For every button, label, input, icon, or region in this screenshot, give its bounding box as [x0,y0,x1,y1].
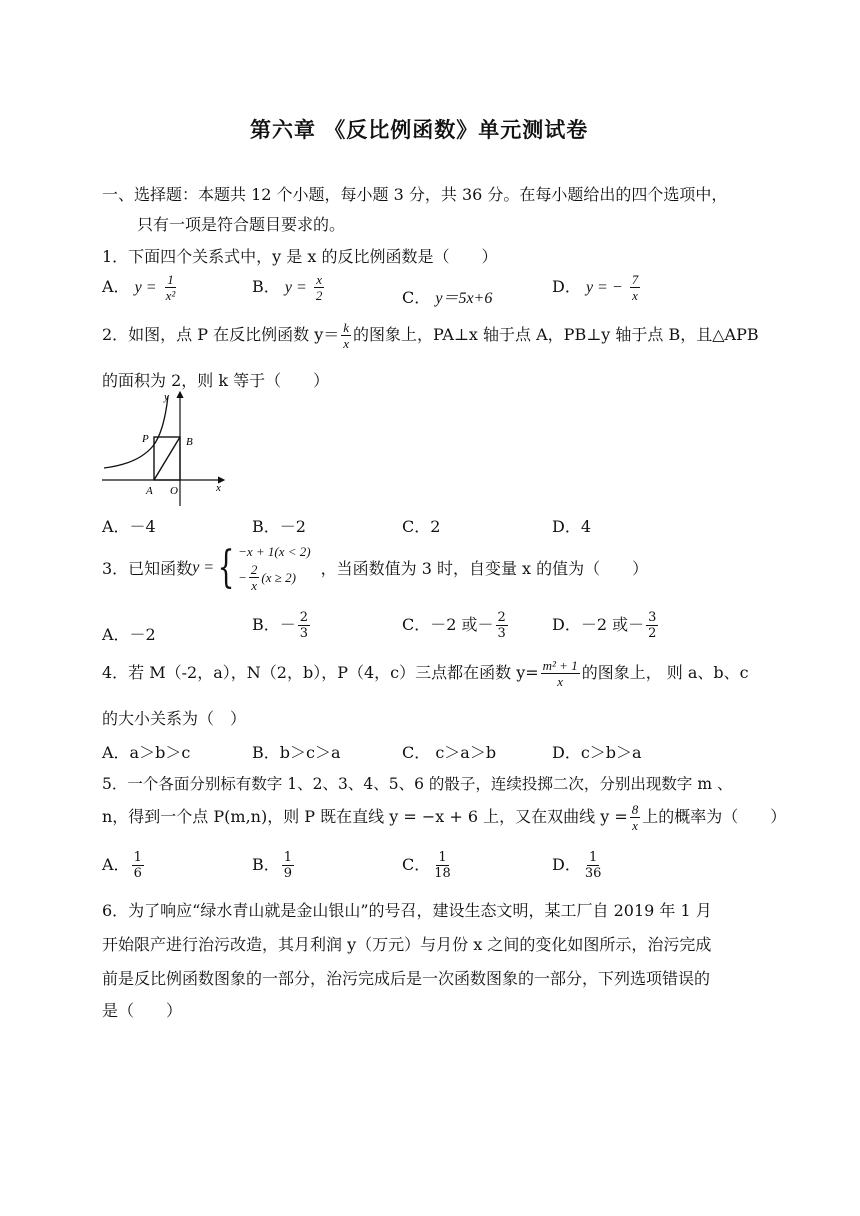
q5-line1: 5．一个各面分别标有数字 1、2、3、4、5、6 的骰子，连续投掷二次，分别出现数字 m 、 [102,775,733,793]
q2-figure [98,388,228,510]
q4-stem-line2: 的大小关系为（ ） [102,709,247,728]
q3-brace: { [217,541,235,593]
q4-stem-line1 [102,658,749,689]
q4-option-b: B．b＞c＞a [252,743,341,762]
q1-option-c-label: C． [402,288,431,307]
q1-option-b-lhs: y = [284,279,307,296]
q2-stem-pre: 2．如图，点 P 在反比例函数 y＝ [102,325,340,344]
q3-option-c-fraction [496,610,508,641]
q3-piece2-fraction [249,562,260,593]
q1-a-num: 1 [167,272,174,287]
q5-option-b [252,850,296,881]
q1-a-den: x² [165,288,176,303]
q4-option-d: D．c＞b＞a [552,743,642,762]
q5-d-den: 36 [584,866,602,881]
q4-option-c: C． c＞a＞b [402,743,497,762]
q1-option-d-lhs: y = − [585,279,623,296]
q2-stem-post: 的图象上，PA⊥x 轴于点 A，PB⊥y 轴于点 B，且△APB [353,325,759,344]
q5-option-a-fraction [132,850,144,881]
q1-b-num: x [316,272,322,287]
q4-frac-num: m² + 1 [542,658,578,673]
q3-c-den: 3 [497,626,506,641]
q5-b-den: 9 [283,866,293,881]
q3-option-b-fraction [298,610,310,641]
q2-label-o: O [170,485,178,497]
q4-fraction [541,658,580,689]
q3-option-d-fraction [646,610,658,641]
q2-label-p: P [142,433,149,445]
q1-option-d-label: D． [552,277,581,296]
q5-option-c [402,850,455,881]
q2-stem-line2: 的面积为 2，则 k 等于（ ） [102,371,330,390]
q4-stem-pre: 4．若 M（-2，a），N（2，b），P（4，c）三点都在函数 y= [102,663,539,682]
q5-option-a [102,850,146,881]
q4-frac-den: x [557,674,564,689]
q2-label-b: B [186,436,193,448]
q3-b-den: 3 [299,626,309,641]
q1-option-a-lhs: y = [134,279,157,296]
q5-option-d-label: D． [552,855,581,874]
q5-b-num: 1 [283,850,293,865]
q1-option-d-fraction [630,272,641,303]
q3-stem-post: ，当函数值为 3 时，自变量 x 的值为（ ） [320,559,649,578]
q5-a-num: 1 [133,850,142,865]
q5-option-b-label: B． [252,855,280,874]
q3-option-b-label: B．－ [252,615,296,634]
q1-option-b-label: B． [252,277,280,296]
q3-d-den: 2 [648,626,657,641]
q5-frac-den: x [632,818,638,833]
q3-option-b [252,610,312,641]
q2-hyperbola [104,396,168,468]
q2-option-d: D．4 [552,517,592,536]
q3-option-a: A．－2 [102,625,156,644]
q5-frac-num: 8 [631,802,639,817]
q4-stem-post: 的图象上， 则 a、b、c [581,663,749,682]
q3-option-c-label: C．－2 或－ [402,615,494,634]
q5-option-a-label: A． [102,855,130,874]
q1-option-a-label: A． [102,277,130,296]
q1-stem: 1．下面四个关系式中，y 是 x 的反比例函数是（ ） [102,247,498,266]
q3-pieces [238,542,311,593]
q6-line3: 前是反比例函数图象的一部分，治污完成后是一次函数图象的一部分，下列选项错误的 [102,969,711,988]
q1-b-den: 2 [315,288,323,303]
q3-piece2-sign: − [238,569,247,585]
page-title: 第六章 《反比例函数》单元测试卷 [250,118,589,142]
q1-d-num: 7 [631,272,639,287]
q2-stem-line1 [102,320,759,351]
q3-piece1: −x + 1(x < 2) [238,544,311,559]
section-heading-line1: 一、选择题：本题共 12 个小题，每小题 3 分，共 36 分。在每小题给出的四个选项中， [102,185,728,204]
q3-b-num: 2 [299,610,309,625]
q2-fraction [341,320,351,351]
q1-option-b [252,272,326,303]
q3-piece2-cond: (x ≥ 2) [261,569,296,585]
q1-option-d [552,272,642,303]
q2-label-x: x [216,482,221,494]
q1-option-c [402,285,492,308]
q5-line2-pre: n，得到一个点 P(m,n)，则 P 既在直线 y = −x + 6 上，又在双曲线 y = [102,807,628,826]
section-heading-line2: 只有一项是符合题目要求的。 [137,215,346,234]
q2-label-a: A [146,485,153,497]
q1-option-c-text: y＝5x+6 [435,290,493,307]
q1-option-a-fraction [164,272,178,303]
q6-line4: 是（ ） [102,1001,183,1020]
q3-option-d [552,610,660,641]
q1-option-b-fraction [314,272,325,303]
q3-piece2-den: x [251,578,258,593]
q5-line2 [102,802,786,833]
q5-d-num: 1 [588,850,598,865]
q5-c-num: 1 [438,850,447,865]
q2-label-y: y [164,391,169,403]
q5-a-den: 6 [133,866,142,881]
q2-diagonal [154,437,180,480]
q5-fraction [630,802,641,833]
q3-c-num: 2 [497,610,506,625]
q6-line2: 开始限产进行治污改造，其月利润 y（万元）与月份 x 之间的变化如图所示，治污完成 [102,935,712,954]
q2-option-a: A．－4 [102,517,156,536]
q5-line2-post: 上的概率为（ ） [642,807,787,826]
q3-option-d-label: D．－2 或－ [552,615,645,634]
q3-d-num: 3 [648,610,657,625]
q2-option-b: B．－2 [252,517,306,536]
q5-option-c-label: C． [402,855,431,874]
q3-option-c [402,610,510,641]
q5-option-d-fraction [583,850,604,881]
q2-frac-den: x [343,336,350,351]
q6-line1: 6．为了响应“绿水青山就是金山银山”的号召，建设生态文明，某工厂自 2019 年 1 月 [102,901,712,920]
q3-lhs: y = [192,558,215,576]
q5-c-den: 18 [434,866,451,881]
q5-option-c-fraction [432,850,453,881]
q2-option-c: C．2 [402,517,441,536]
q3-stem [102,542,648,593]
q5-option-d [552,850,605,881]
q4-option-a: A．a＞b＞c [102,743,191,762]
q3-piece2-num: 2 [250,562,258,577]
q3-piece2 [238,562,311,593]
q1-option-a [102,272,179,303]
q3-stem-pre: 3．已知函数 [102,559,193,578]
q1-d-den: x [632,288,638,303]
q2-frac-num: k [343,320,350,335]
q5-option-b-fraction [282,850,294,881]
